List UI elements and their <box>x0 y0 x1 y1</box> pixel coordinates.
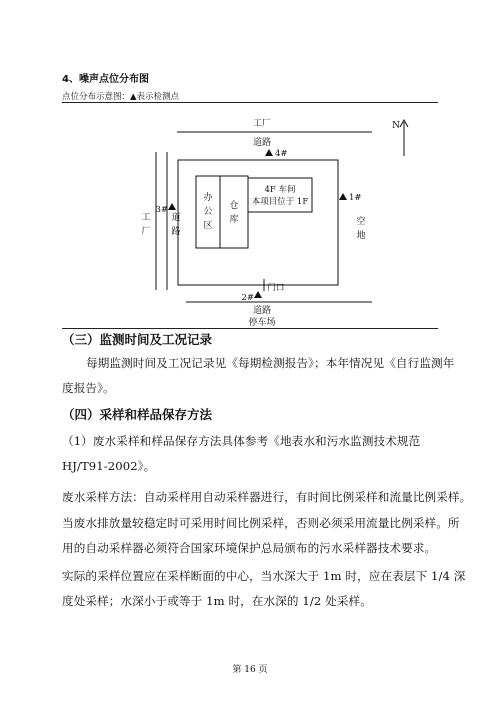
para4-line1: 实际的采样位置应在采样断面的中心，当水深大于 1m 时，应在表层下 1/4 深 <box>62 569 466 583</box>
para1-line1: （1）废水采样和样品保存方法具体参考《地表水和污水监测技术规范 <box>62 434 421 448</box>
section3-title: （三）监测时间及工况记录 <box>62 332 213 347</box>
svg-text:空: 空 <box>356 217 366 227</box>
point-2-label: 2# <box>241 293 254 303</box>
workshop-label-2: 本项目位于 1F <box>251 197 309 207</box>
parking-label: 停车场 <box>248 318 276 328</box>
svg-text:地: 地 <box>356 231 366 241</box>
diagram-caption: 点位分布示意图：▲表示检测点 <box>62 92 180 102</box>
para4-line2: 度处采样；水深小于或等于 1m 时，在水深的 1/2 处采样。 <box>62 594 372 608</box>
svg-text:区: 区 <box>203 221 213 231</box>
point-2-marker <box>254 291 262 298</box>
svg-text:公: 公 <box>203 207 213 217</box>
point-1-marker <box>339 193 347 200</box>
page-number: 第 16 页 <box>232 665 268 675</box>
top-factory-label: 工厂 <box>252 119 272 129</box>
bottom-road-label: 道路 <box>252 306 272 316</box>
left-road-char-2: 路 <box>171 227 181 237</box>
left-factory-char-2: 厂 <box>141 227 151 237</box>
warehouse-building <box>220 176 248 248</box>
left-factory-char-1: 工 <box>141 213 151 223</box>
para3-line2: 用的自动采样器必须符合国家环境保护总局颁布的污水采样器技术要求。 <box>62 541 437 555</box>
point-4-marker <box>265 149 273 156</box>
caption-divider-bottom <box>62 328 438 329</box>
svg-text:办: 办 <box>203 193 213 203</box>
noise-point-diagram <box>0 0 500 340</box>
point-4-label: 4# <box>275 149 288 159</box>
section3-text-line1: 每期监测时间及工况记录见《每期检测报告》；本年情况见《自行监测年 <box>86 356 455 370</box>
para3-line1: 当废水排放量较稳定时可采用时间比例采样，否则必须采用流量比例采样。所 <box>62 516 460 530</box>
point-3-label: 3# <box>155 205 168 215</box>
para2: 废水采样方法：自动采样用自动采样器进行，有时间比例采样和流量比例采样。 <box>62 490 472 504</box>
left-road-char-1: 道 <box>171 213 181 223</box>
workshop-label-1: 4F 车间 <box>264 185 296 195</box>
para1-line2: HJ/T91-2002》。 <box>62 459 156 473</box>
point-3-marker <box>168 203 176 210</box>
point-1-label: 1# <box>349 193 362 203</box>
section-heading-noise-map: 4、噪声点位分布图 <box>62 74 149 85</box>
top-road-label: 道路 <box>252 138 272 148</box>
section3-text-line2: 度报告》。 <box>62 381 115 395</box>
site-boundary <box>178 160 338 285</box>
gate-label: 门口 <box>267 283 285 293</box>
svg-text:仓: 仓 <box>229 201 239 211</box>
section4-title: （四）采样和样品保存方法 <box>62 407 213 422</box>
north-label: N <box>392 121 400 131</box>
svg-text:库: 库 <box>229 215 239 225</box>
